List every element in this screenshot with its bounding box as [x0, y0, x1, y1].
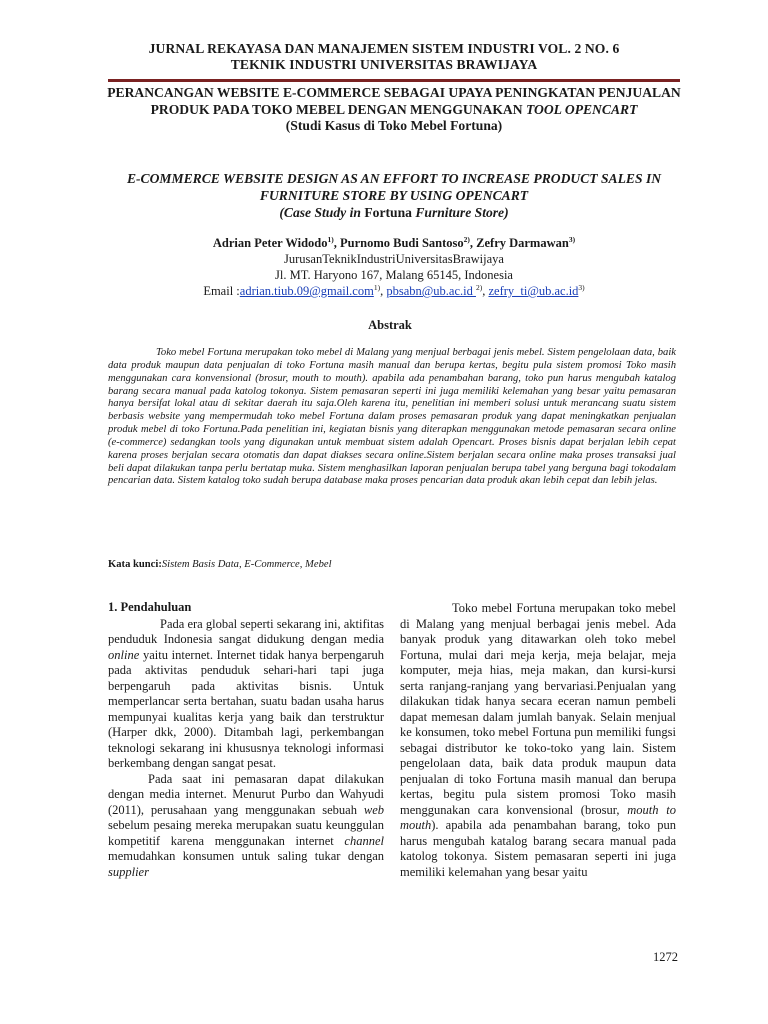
author-address: Jl. MT. Haryono 167, Malang 65145, Indonesia [275, 268, 513, 282]
page-number: 1272 [653, 950, 678, 964]
journal-name: JURNAL REKAYASA DAN MANAJEMEN SISTEM INDUSTRI VOL. 2 NO. 6 [148, 41, 620, 56]
title-en-case-study: (Case Study in Fortuna Furniture Store) [279, 205, 509, 220]
keywords-value: Sistem Basis Data, E-Commerce, Mebel [161, 559, 332, 570]
title-id-tool: TOOL OPENCART [525, 101, 638, 117]
author-emails: Email :adrian.tiub.09@gmail.com$^{1)}$, pbsabn@ub.ac.id $^{2)}$, $zefry\_ti@ub.ac.id^{3)}$ [203, 283, 585, 298]
paragraph: Pada era global seperti sekarang ini, aktifitas penduduk Indonesia sangat didukung dengan media online yaitu internet. Internet tidak hanya berpengaruh pada aktivitas penduduk sehari-hari tapi juga berpengaruh pada aktivitas bisnis. Untuk memperlancar serta bertahan, suatu badan usaha harus mempunyai kualitas kerja yang baik dan terstruktur (Harper dkk, 2000). Ditambah lagi, perkembangan teknologi sekarang ini khususnya teknologi informasi berkembang dengan sangat pesat. [108, 616, 384, 770]
paragraph: Toko mebel Fortuna merupakan toko mebel di Malang yang menjual berbagai jenis mebel. Ada banyak produk yang ditawarkan oleh toko mebel Fortuna, mulai dari meja kerja, meja belajar, meja komputer, meja hias, meja makan, dan kursi-kursi serta ranjang-ranjang yang bervariasi.Penjualan yang dilakukan tidak hanya secara eceran namun pembeli dapat memesan dalam jumlah banyak. Selain menjual ke konsumen, toko mebel Fortuna pun memiliki fungsi sebagai distributor ke toko-toko yang lain. Sistem pengelolaan data, baik data produk maupun data penjualan di toko Fortuna masih manual dan berupa kertas, begitu pula sistem promosi Toko masih menggunakan cara konvensional (brosur, mouth to mouth). apabila ada penambahan barang, toko pun harus mengubah katalog barang secara manual pada katolog tokonya. Sistem pemasaran seperti ini juga memiliki kelemahan yang besar yaitu [400, 601, 676, 879]
journal-header [0, 41, 768, 73]
title-english [100, 170, 688, 221]
email-link-1[interactable]: adrian.tiub.09@gmail.com [239, 284, 374, 298]
title-indonesian [100, 85, 688, 135]
journal-institution: TEKNIK INDUSTRI UNIVERSITAS BRAWIJAYA [230, 57, 538, 72]
body-column-left [108, 600, 384, 880]
author-block [0, 235, 768, 299]
author-names: Adrian Peter Widodo$^{1)}$, Purnomo Budi Santoso$^{2)}$, Zefry Darmawan$^{3)}$ [212, 235, 576, 250]
header-rule [108, 79, 680, 82]
title-en-main: E-COMMERCE WEBSITE DESIGN AS AN EFFORT TO INCREASE PRODUCT SALES IN FURNITURE STORE BY USING OPENCART [126, 171, 662, 203]
email-link-2[interactable]: pbsabn@ub.ac.id [386, 284, 476, 298]
abstract-text: Toko mebel Fortuna merupakan toko mebel di Malang yang menjual berbagai jenis mebel. Sistem pengelolaan data, baik data produk maupun data penjualan di toko Fortuna masih manual dan berupa kertas, begitu pula sistem promosi Toko masih menggunakan cara konvensional (brosur, mouth to mouth). apabila ada penambahan barang, toko pun harus mengubah katalog barang secara manual pada katolog tokonya. Sistem pemasaran seperti ini juga memiliki kelemahan yang besar yaitu pemasaran hanya bersifat lokal atau di sekitar daerah itu saja.Oleh karena itu, penelitian ini memberi solusi untuk merancang suatu sistem berbasis website yang mempermudah toko mebel Fortuna dalam proses pemasaran produk yang dapat meningkatkan penjualan produk mebel di toko Fortuna.Pada penelitian ini, kegiatan bisnis yang diterapkan menggunakan metode pemasaran secara online (e-commerce) sedangkan tools yang digunakan untuk membuat sistem adalah Opencart. Proses bisnis dapat berjalan lebih cepat karena proses berjalan secara otomatis dan dapat diakses secara online.Sistem berjalan secara online maka proses transaksi jual beli dapat dilakukan tanpa perlu bertatap muka. Sistem menghasilkan laporan penjualan berupa tabel yang berguna bagi tokodalam pencarian data. Sistem katalog toko sudah berupa database maka proses pencarian data produk akan lebih cepat dan lebih jelas. [108, 347, 676, 487]
email-label: Email : [203, 284, 240, 298]
keywords-label: Kata kunci: [108, 559, 162, 570]
title-id-case-study: (Studi Kasus di Toko Mebel Fortuna) [285, 118, 503, 133]
abstract-body [108, 347, 676, 488]
section-heading-introduction: 1. Pendahuluan [108, 600, 192, 614]
abstract-heading: Abstrak [368, 318, 412, 332]
body-column-right [400, 601, 676, 880]
keywords [108, 558, 676, 571]
author-department: JurusanTeknikIndustriUniversitasBrawijaya [284, 252, 504, 266]
paragraph: Pada saat ini pemasaran dapat dilakukan dengan media internet. Menurut Purbo dan Wahyudi (2011), perusahaan yang menggunakan sebuah web sebelum pesaing mereka merupakan suatu keunggulan kompetitif karena menggunakan internet channel memudahkan konsumen untuk saling tukar dengan supplier [108, 771, 384, 879]
title-id-main: PERANCANGAN WEBSITE E-COMMERCE SEBAGAI UPAYA PENINGKATAN PENJUALAN PRODUK PADA TOKO MEBEL DENGAN MENGGUNAKAN [107, 85, 681, 117]
email-link-3[interactable]: zefry_ti@ub.ac.id [488, 284, 579, 298]
